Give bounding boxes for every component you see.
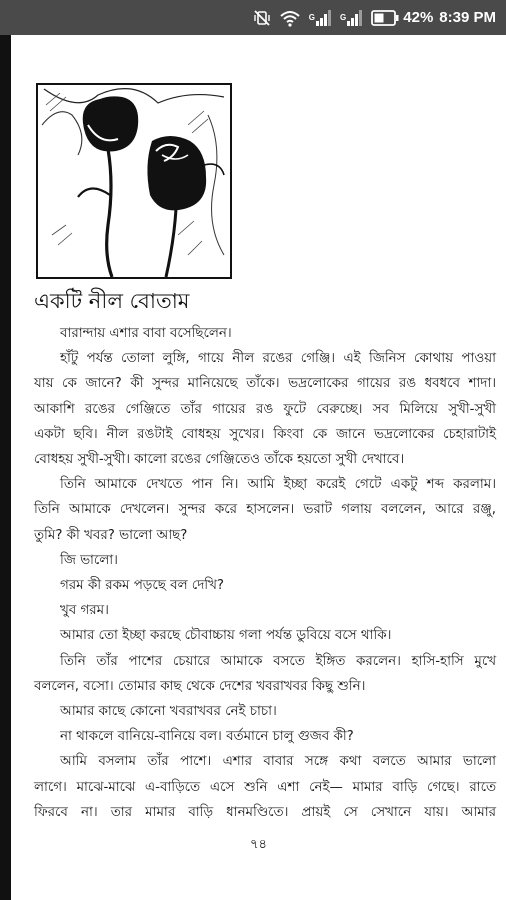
signal-icon <box>347 10 363 26</box>
signal-icon <box>316 10 332 26</box>
text-line: আমি বসলাম তাঁর পাশে। এশার বাবার সঙ্গে কথা বলতে আমার ভালো <box>60 754 496 770</box>
clock: 8:39 PM <box>439 9 496 26</box>
text-line: তিনি তাঁর পাশের চেয়ারে আমাকে বসতে ইঙ্গিত করলেন। হাসি-হাসি মুখে <box>60 653 496 669</box>
text-line: বারান্দায় এশার বাবা বসেছিলেন। <box>60 326 232 341</box>
text-line: খুব গরম। <box>60 603 109 619</box>
text-line: যায় কে জানে? কী সুন্দর মানিয়েছে তাঁকে। ভদ্রলোকের গায়ের রঙ ধবধবে শাদা। <box>34 376 496 392</box>
chapter-title: একটি নীল বোতাম <box>34 289 190 313</box>
text-line: তিনি আমাকে দেখতে পান নি। আমি ইচ্ছা করেই গেটে একটু শব্দ করলাম। <box>60 477 496 493</box>
text-line: আকাশি রঙের গেঞ্জিতে তাঁর গায়ের রঙ ফুটে বেরুচ্ছে। সব মিলিয়ে সুখী-সুখী <box>34 401 496 417</box>
wifi-icon <box>279 9 301 27</box>
story-text <box>34 321 496 825</box>
network-type-label: G <box>308 13 316 22</box>
page-edge <box>0 35 11 900</box>
text-line: বললেন, বসো। তোমার কাছ থেকে দেশের খবরাখবর কিছু শুনি। <box>34 678 366 694</box>
status-bar <box>0 0 506 35</box>
mute-vibrate-icon <box>253 9 271 27</box>
text-line: হাঁটু পর্যন্ত তোলা লুঙ্গি, গায়ে নীল রঙের গেঞ্জি। এই জিনিস কোথায় পাওয়া <box>60 351 496 367</box>
text-line: লাগে। মাঝে-মাঝে এ-বাড়িতে এসে শুনি এশা নেই— মামার বাড়ি গেছে। রাতে <box>34 779 496 795</box>
book-page[interactable] <box>11 35 506 900</box>
text-line: তুমি? কী খবর? ভালো আছ? <box>34 527 188 543</box>
text-line: গরম কী রকম পড়ছে বল দেখি? <box>60 578 225 594</box>
text-line: আমার তো ইচ্ছা করছে চৌবাচ্চায় গলা পর্যন্ত ডুবিয়ে বসে থাকি। <box>60 628 392 644</box>
signal-indicator-2 <box>340 10 363 26</box>
page-number: ৭৪ <box>250 837 267 852</box>
battery-icon <box>371 10 399 26</box>
signal-indicator-1 <box>309 10 332 26</box>
text-line: বোধহয় সুখী-সুখী। কালো রঙের গেঞ্জিতেও তাঁকে হয়তো সুখী দেখাবে। <box>34 452 405 468</box>
text-line: জি ভালো। <box>60 552 118 568</box>
flower-illustration <box>36 83 232 279</box>
text-line: ফিরবে না। তার মামার বাড়ি ধানমণ্ডিতে। প্রায়ই সে সেখানে যায়। আমার <box>34 804 496 820</box>
battery-percent: 42% <box>403 9 434 26</box>
text-line: না থাকলে বানিয়ে-বানিয়ে বল। বর্তমানে চালু গুজব কী? <box>60 729 354 745</box>
text-line: আমার কাছে কোনো খবরাখবর নেই চাচা। <box>60 704 277 720</box>
text-line: তিনি আমাকে দেখলেন। সুন্দর করে হাসলেন। ভরাট গলায় বললেন, আরে রঞ্জু, <box>34 502 496 518</box>
battery-indicator <box>371 9 433 26</box>
network-type-label: G <box>340 13 347 22</box>
text-line: একটা ছবি। নীল রঙটাই বোধহয় সুখের। কিংবা কে জানে ভদ্রলোকের চেহারাটাই <box>34 426 496 442</box>
